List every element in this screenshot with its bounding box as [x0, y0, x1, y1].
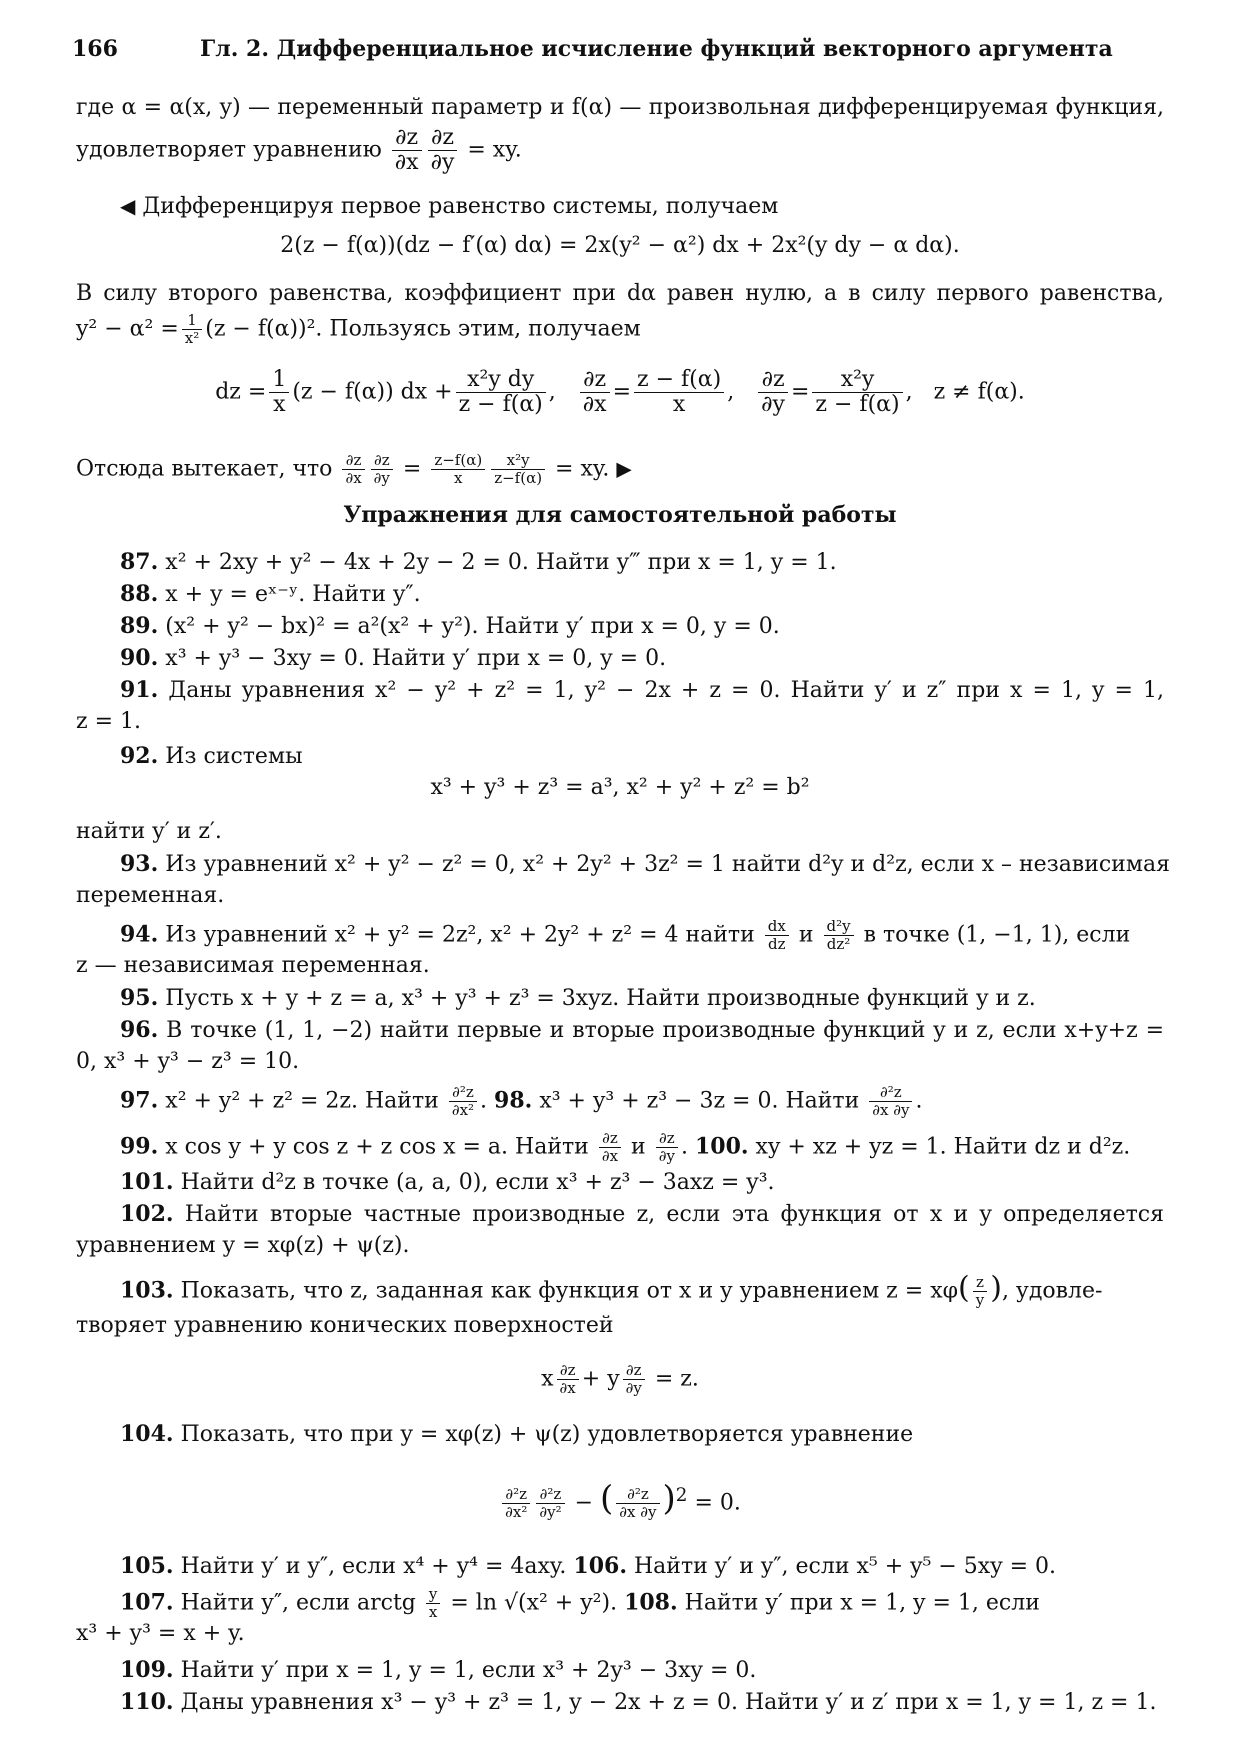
- running-header: Гл. 2. Дифференциальное исчисление функций векторного аргумента: [200, 36, 1113, 62]
- exercise-97-98: 97. x² + y² + z² = 2z. Найти $\frac{\text{∂²z}}{\text{∂x²}}$ . 98. x³ + y³ + z³ − 3z = 0. Найти $\frac{\text{∂²z}}{\partial x \partial y}$ .: [120, 1083, 923, 1119]
- exercise-104: 104. Показать, что при y = xφ(z) + ψ(z) удовлетворяется уравнение: [120, 1421, 914, 1447]
- fraction: $\frac{\text{∂²z}}{\partial x \partial y}$: [616, 1486, 659, 1521]
- proof-end-mark: ▶: [616, 456, 632, 481]
- exercise-87: 87. x² + 2xy + y² − 4x + 2y − 2 = 0. Найти y‴ при x = 1, y = 1.: [120, 549, 837, 575]
- exercise-110: 110. Даны уравнения x³ − y³ + z³ = 1, y − 2x + z = 0. Найти y′ и z′ при x = 1, y = 1, z = 1.: [120, 1689, 1157, 1715]
- fraction: $\frac{dx}{dz}$: [765, 918, 789, 953]
- fraction: $\frac{z}{y}$: [973, 1274, 987, 1309]
- exercise-92-cont: найти y′ и z′.: [76, 819, 222, 844]
- fraction: $\frac{\text{∂²z}}{\partial x \partial y}$: [869, 1084, 912, 1119]
- fraction: $\frac{z - f(\alpha)}{x}$: [634, 368, 724, 417]
- exercise-94-cont: z — независимая переменная.: [76, 953, 430, 978]
- formula-2: dz = $\frac{1}{x}$ (z − f(α)) dx + $\frac{\text{x²y dy}}{z - f(\alpha)}$ , $\frac{\partial z}{\partial x}$ = $\frac{z - f(\alpha)}{x}$ , $\frac{\partial z}{\partial y}$ = $\frac{\text{x²y}}{z - f(\alpha)}$ , z ≠ f(α).: [215, 367, 1025, 417]
- section-title: Упражнения для самостоятельной работы: [343, 502, 897, 528]
- fraction: $\frac{1}{\text{x²}}$: [182, 312, 202, 347]
- exercise-103: 103. Показать, что z, заданная как функция от x и y уравнением z = xφ( $\frac{z}{y}$ ), удовле-: [120, 1270, 1103, 1309]
- exercise-103-cont: творяет уравнению конических поверхностей: [76, 1313, 614, 1338]
- exercise-109: 109. Найти y′ при x = 1, y = 1, если x³ + 2y³ − 3xy = 0.: [120, 1657, 757, 1683]
- exercise-102: 102. Найти вторые частные производные z, если эта функция от x и y определяется: [120, 1201, 1164, 1227]
- fraction: $\frac{\partial z}{\partial y}$: [656, 1130, 678, 1165]
- proof-conclusion: Отсюда вытекает, что $\frac{\partial z}{\partial x}$ $\frac{\partial z}{\partial y}$ = $\frac{z-f(\alpha)}{x}$ $\frac{\text{x²y}}{z-f(\alpha)}$ = xy. ▶: [76, 451, 632, 487]
- exercise-93: 93. Из уравнений x² + y² − z² = 0, x² + 2y² + 3z² = 1 найти d²y и d²z, если x – независимая: [120, 851, 1170, 877]
- exercise-92-formula: x³ + y³ + z³ = a³, x² + y² + z² = b²: [430, 775, 810, 800]
- exercise-102-cont: уравнением y = xφ(z) + ψ(z).: [76, 1233, 410, 1258]
- fraction: $\frac{\text{d²y}}{\text{dz²}}$: [824, 918, 854, 953]
- fraction: $\frac{\text{x²y dy}}{z - f(\alpha)}$: [456, 368, 546, 417]
- page-number: 166: [72, 36, 118, 62]
- proof-line-2: В силу второго равенства, коэффициент при dα равен нулю, а в силу первого равенства,: [76, 281, 1164, 306]
- fraction: $\frac{\partial z}{\partial x}$: [557, 1362, 579, 1397]
- fraction: $\frac{\partial z}{\partial y}$: [428, 126, 458, 175]
- proof-start-mark: ◀: [120, 194, 136, 218]
- exercise-89: 89. (x² + y² − bx)² = a²(x² + y²). Найти y′ при x = 0, y = 0.: [120, 613, 780, 639]
- fraction: $\frac{\text{∂²z}}{\text{∂y²}}$: [536, 1486, 564, 1521]
- formula-1: 2(z − f(α))(dz − f′(α) dα) = 2x(y² − α²) dx + 2x²(y dy − α dα).: [280, 233, 960, 258]
- fraction: $\frac{1}{x}$: [269, 368, 289, 417]
- exercise-90: 90. x³ + y³ − 3xy = 0. Найти y′ при x = 0, y = 0.: [120, 645, 667, 671]
- exercise-96-cont: 0, x³ + y³ − z³ = 10.: [76, 1049, 300, 1074]
- exercise-103-formula: x $\frac{\partial z}{\partial x}$ + y $\frac{\partial z}{\partial y}$ = z.: [541, 1361, 699, 1397]
- exercise-107-108: 107. Найти y″, если arctg $\frac{y}{x}$ = ln √(x² + y²). 108. Найти y′ при x = 1, y = 1, если: [120, 1585, 1040, 1621]
- exercise-101: 101. Найти d²z в точке (a, a, 0), если x³ + z³ − 3axz = y³.: [120, 1169, 775, 1195]
- fraction: $\frac{\partial z}{\partial x}$: [392, 126, 422, 175]
- fraction: $\frac{\partial z}{\partial x}$: [580, 368, 610, 417]
- exercise-108-cont: x³ + y³ = x + y.: [76, 1621, 245, 1646]
- fraction: $\frac{\text{x²y}}{z - f(\alpha)}$: [812, 368, 902, 417]
- exercise-99-100: 99. x cos y + y cos z + z cos x = a. Найти $\frac{\partial z}{\partial x}$ и $\frac{\partial z}{\partial y}$ . 100. xy + xz + yz = 1. Найти dz и d²z.: [120, 1129, 1131, 1165]
- proof-line-1: ◀ Дифференцируя первое равенство системы, получаем: [120, 194, 779, 219]
- exercise-95: 95. Пусть x + y + z = a, x³ + y³ + z³ = 3xyz. Найти производные функций y и z.: [120, 985, 1036, 1011]
- fraction: $\frac{\partial z}{\partial x}$: [599, 1130, 621, 1165]
- fraction: $\frac{y}{x}$: [426, 1586, 440, 1621]
- fraction: $\frac{z-f(\alpha)}{x}$: [431, 452, 485, 487]
- exercise-92: 92. Из системы: [120, 743, 303, 769]
- fraction: $\frac{\text{x²y}}{z-f(\alpha)}$: [491, 452, 545, 487]
- exercise-93-cont: переменная.: [76, 883, 225, 908]
- proof-line-3: y² − α² = $\frac{1}{\text{x²}}$ (z − f(α))². Пользуясь этим, получаем: [76, 311, 641, 347]
- fraction: $\frac{\partial z}{\partial y}$: [623, 1362, 645, 1397]
- exercise-91: 91. Даны уравнения x² − y² + z² = 1, y² − 2x + z = 0. Найти y′ и z″ при x = 1, y = 1,: [120, 677, 1164, 703]
- exercise-88: 88. x + y = eˣ⁻ʸ. Найти y″.: [120, 581, 421, 607]
- exercise-96: 96. В точке (1, 1, −2) найти первые и вторые производные функций y и z, если x+y+z =: [120, 1017, 1164, 1043]
- fraction: $\frac{\partial z}{\partial y}$: [371, 452, 393, 487]
- fraction: $\frac{\partial z}{\partial x}$: [342, 452, 364, 487]
- exercise-91-cont: z = 1.: [76, 709, 142, 734]
- fraction: $\frac{\partial z}{\partial y}$: [758, 368, 788, 417]
- fraction: $\frac{\text{∂²z}}{\text{∂x²}}$: [449, 1084, 477, 1119]
- intro-line-1: где α = α(x, y) — переменный параметр и f(α) — произвольная дифференцируемая функция,: [76, 95, 1164, 120]
- exercise-94: 94. Из уравнений x² + y² = 2z², x² + 2y² + z² = 4 найти $\frac{dx}{dz}$ и $\frac{\text{d²y}}{\text{dz²}}$ в точке (1, −1, 1), если: [120, 917, 1131, 953]
- intro-line-2: удовлетворяет уравнению $\frac{\partial z}{\partial x}$ $\frac{\partial z}{\partial y}$ = xy.: [76, 125, 522, 175]
- exercise-105-106: 105. Найти y′ и y″, если x⁴ + y⁴ = 4axy. 106. Найти y′ и y″, если x⁵ + y⁵ − 5xy = 0.: [120, 1553, 1057, 1579]
- fraction: $\frac{\text{∂²z}}{\text{∂x²}}$: [502, 1486, 530, 1521]
- exercise-104-formula: $\frac{\text{∂²z}}{\text{∂x²}}$ $\frac{\text{∂²z}}{\text{∂y²}}$ − ( $\frac{\text{∂²z}}{\partial x \partial y}$ )$^2$ = 0.: [76, 1482, 1164, 1521]
